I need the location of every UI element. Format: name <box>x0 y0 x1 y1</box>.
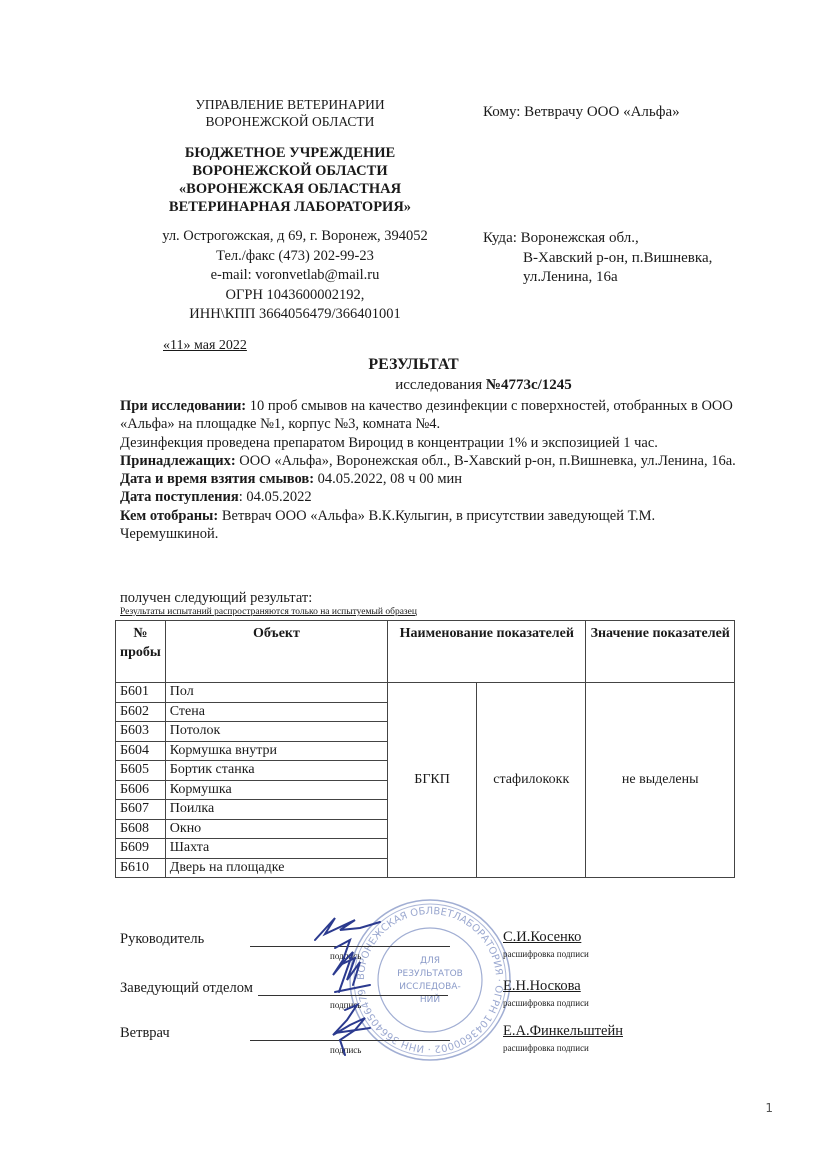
result-intro: получен следующий результат: <box>120 590 313 606</box>
sample-object: Шахта <box>165 839 387 859</box>
results-table <box>115 620 735 878</box>
signature-caption: подпись <box>330 1045 362 1055</box>
sample-id: Б609 <box>116 839 166 859</box>
owner-label: Принадлежащих: <box>120 452 236 469</box>
table-row <box>116 683 735 703</box>
header-sample-no: № пробы <box>116 621 166 683</box>
collected-label: Кем отобраны: <box>120 507 219 524</box>
handwritten-signature-icon <box>295 900 405 1070</box>
table-header-row <box>116 621 735 683</box>
recipient-to: Кому: Ветврачу ООО «Альфа» <box>483 104 680 120</box>
sample-object: Стена <box>165 702 387 722</box>
collected-paragraph <box>120 507 740 544</box>
sample-id: Б608 <box>116 819 166 839</box>
received-text: : 04.05.2022 <box>238 489 312 506</box>
org-address: ул. Острогожская, д 69, г. Воронеж, 394052 <box>162 228 428 244</box>
indicator-bgkp: БГКП <box>388 683 477 878</box>
sample-object: Бортик станка <box>165 761 387 781</box>
owner-text: ООО «Альфа», Воронежская обл., В-Хавский р-он, п.Вишневка, ул.Ленина, 16а. <box>235 452 736 469</box>
sample-id: Б602 <box>116 702 166 722</box>
sample-object: Пол <box>165 683 387 703</box>
study-details <box>120 397 740 543</box>
organization-name <box>130 144 450 216</box>
disinfection-paragraph: Дезинфекция проведена препаратом Вироцид в концентрации 1% и экспозицией 1 час. <box>120 434 658 451</box>
sample-id: Б607 <box>116 800 166 820</box>
owner-paragraph <box>120 452 740 470</box>
header-object: Объект <box>165 621 387 683</box>
document-title: РЕЗУЛЬТАТ <box>368 356 459 373</box>
signer-role: Заведующий отделом <box>120 980 253 996</box>
indicator-value: не выделены <box>586 683 735 878</box>
signer-name-caption: расшифровка подписи <box>503 998 589 1008</box>
sample-object: Дверь на площадке <box>165 858 387 878</box>
signer-name: С.И.Косенко <box>503 929 582 945</box>
authority-line-2: ВОРОНЕЖСКОЙ ОБЛАСТИ <box>205 114 375 129</box>
study-text: 10 проб смывов на качество дезинфекции с поверхностей, отобранных в ООО «Альфа» на площадке №1, корпус №3, комната №4. <box>120 398 733 433</box>
org-ogrn: ОГРН 1043600002192, <box>225 286 365 303</box>
signer-role: Руководитель <box>120 931 205 947</box>
letterhead <box>130 96 450 216</box>
sample-object: Потолок <box>165 722 387 742</box>
subtitle-prefix: исследования <box>395 377 486 393</box>
study-paragraph <box>120 397 740 434</box>
sample-object: Поилка <box>165 800 387 820</box>
sample-object: Кормушка <box>165 780 387 800</box>
org-contacts <box>130 227 460 325</box>
svg-text:ВОРОНЕЖСКАЯ ОБЛВЕТЛАБОРАТОРИЯ: ВОРОНЕЖСКАЯ ОБЛВЕТЛАБОРАТОРИЯ · ОГРН 1043600002 · ИНН 3664056479 <box>355 905 505 1055</box>
authority-line-1: УПРАВЛЕНИЕ ВЕТЕРИНАРИИ <box>195 97 385 112</box>
sample-id: Б601 <box>116 683 166 703</box>
org-inn: ИНН\КПП 3664056479/366401001 <box>189 306 401 322</box>
sampling-label: Дата и время взятия смывов: <box>120 471 315 488</box>
signature-caption: подпись <box>330 951 362 961</box>
study-label: При исследовании: <box>120 398 247 414</box>
signer-name-caption: расшифровка подписи <box>503 1043 589 1053</box>
sample-id: Б604 <box>116 741 166 761</box>
header-indicator-name: Наименование показателей <box>388 621 586 683</box>
sample-id: Б603 <box>116 722 166 742</box>
recipient-address <box>483 229 712 288</box>
org-email: e-mail: voronvetlab@mail.ru <box>210 267 380 283</box>
org-phone: Тел./факс (473) 202-99-23 <box>216 247 374 264</box>
sample-object: Кормушка внутри <box>165 741 387 761</box>
signer-name: Е.А.Финкельштейн <box>503 1023 623 1039</box>
signer-role: Ветврач <box>120 1025 170 1041</box>
sampling-paragraph <box>120 470 740 488</box>
disclaimer: Результаты испытаний распространяются только на испытуемый образец <box>120 607 417 617</box>
recipient-where-2: В-Хавский р-он, п.Вишневка, <box>523 249 713 266</box>
org-line-3: «ВОРОНЕЖСКАЯ ОБЛАСТНАЯ <box>178 181 402 197</box>
study-number: №4773с/1245 <box>485 377 572 393</box>
collected-text: Ветврач ООО «Альфа» В.К.Кулыгин, в присутствии заведующей Т.М. Черемушкиной. <box>120 507 656 543</box>
signature-caption: подпись <box>330 1000 362 1010</box>
sampling-text: 04.05.2022, 08 ч 00 мин <box>314 471 463 488</box>
svg-text:НИЙ: НИЙ <box>419 995 441 1005</box>
sample-id: Б605 <box>116 761 166 781</box>
sample-object: Окно <box>165 819 387 839</box>
org-line-2: ВОРОНЕЖСКОЙ ОБЛАСТИ <box>192 163 388 179</box>
document-subtitle <box>0 377 827 394</box>
signer-name: Е.Н.Носкова <box>503 978 581 994</box>
sample-id: Б606 <box>116 780 166 800</box>
recipient-where-1: Куда: Воронежская обл., <box>483 230 639 246</box>
org-line-4: ВЕТЕРИНАРНАЯ ЛАБОРАТОРИЯ» <box>168 199 412 215</box>
svg-text:ДЛЯ: ДЛЯ <box>419 956 441 966</box>
page-number: 1 <box>765 1101 773 1115</box>
svg-text:ИССЛЕДОВА-: ИССЛЕДОВА- <box>399 982 461 992</box>
org-line-1: БЮДЖЕТНОЕ УЧРЕЖДЕНИЕ <box>184 145 396 161</box>
recipient-where-3: ул.Ленина, 16а <box>523 269 618 285</box>
header-indicator-value: Значение показателей <box>586 621 735 683</box>
indicator-staph: стафилококк <box>477 683 586 878</box>
document-date: «11» мая 2022 <box>163 338 247 353</box>
received-paragraph <box>120 488 740 506</box>
received-label: Дата поступления <box>120 489 239 506</box>
signer-name-caption: расшифровка подписи <box>503 949 589 959</box>
sample-id: Б610 <box>116 858 166 878</box>
svg-text:РЕЗУЛЬТАТОВ: РЕЗУЛЬТАТОВ <box>397 969 463 979</box>
